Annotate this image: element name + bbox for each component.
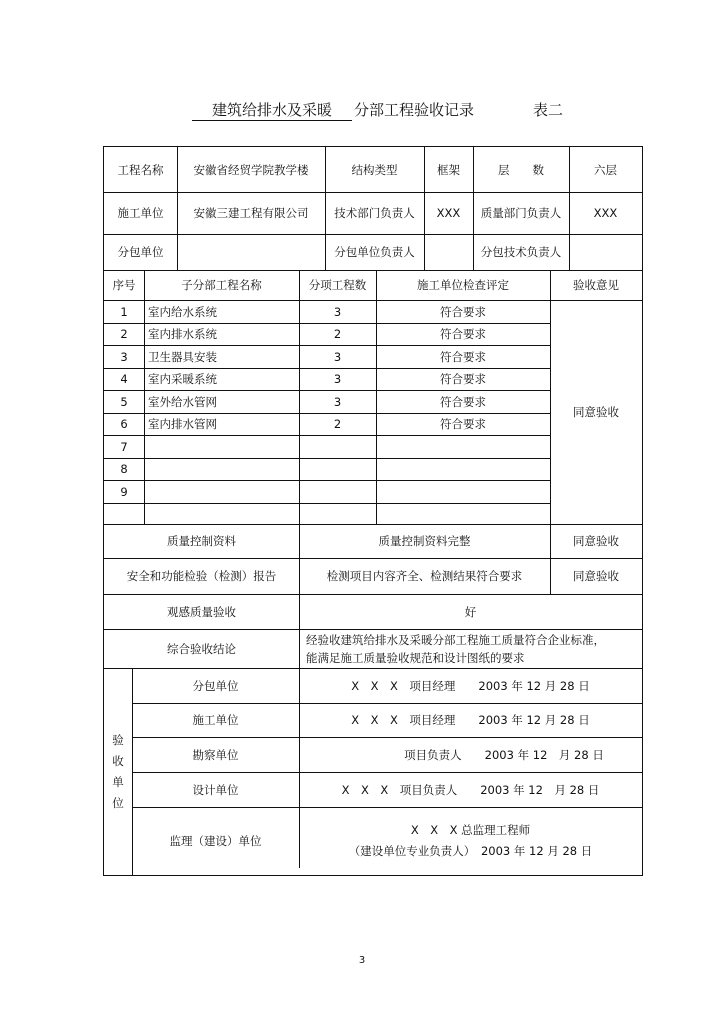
header-no: 序号 bbox=[112, 278, 136, 292]
safety-opinion: 同意验收 bbox=[573, 569, 619, 583]
header-name: 子分部工程名称 bbox=[181, 278, 262, 292]
acceptance-record-table bbox=[103, 146, 643, 876]
row-eval: 符合要求 bbox=[440, 417, 486, 431]
construct-unit-sign: X X X 项目经理 2003 年 12 月 28 日 bbox=[351, 713, 590, 727]
project-name-label: 工程名称 bbox=[117, 162, 164, 177]
survey-unit-sign: 项目负责人 2003 年 12 月 28 日 bbox=[404, 747, 604, 762]
row-no: 1 bbox=[120, 304, 128, 319]
sub-tech-label: 分包技术负责人 bbox=[480, 245, 562, 259]
header-opinion: 验收意见 bbox=[573, 278, 619, 292]
design-unit-sign: X X X 项目负责人 2003 年 12 月 28 日 bbox=[341, 782, 600, 797]
structure-type: 框架 bbox=[437, 162, 460, 177]
supervise-unit-sign bbox=[299, 807, 642, 875]
supervise-unit-label: 监理（建设）单位 bbox=[169, 834, 262, 848]
floors-value: 六层 bbox=[594, 162, 617, 177]
row-no: 4 bbox=[120, 372, 128, 386]
row-eval: 符合要求 bbox=[440, 349, 486, 364]
contractor-label: 施工单位 bbox=[117, 206, 164, 220]
header-eval: 施工单位检查评定 bbox=[417, 278, 509, 292]
row-name: 室内给水系统 bbox=[148, 304, 217, 319]
floors-label: 层 数 bbox=[498, 162, 544, 177]
side-char: 验 bbox=[112, 732, 124, 747]
row-count: 2 bbox=[333, 417, 342, 431]
table-number: 表二 bbox=[533, 101, 564, 119]
supervise-line-1: X X X 总监理工程师 bbox=[410, 823, 531, 837]
row-count: 3 bbox=[333, 304, 342, 319]
conclusion-label: 综合验收结论 bbox=[167, 641, 236, 656]
side-char: 位 bbox=[112, 795, 124, 810]
row-name: 卫生器具安装 bbox=[148, 349, 217, 364]
supervise-line-2: （建设单位专业负责人） 2003 年 12 月 28 日 bbox=[348, 844, 593, 858]
design-unit-label: 设计单位 bbox=[192, 782, 239, 797]
quality-head-label: 质量部门负责人 bbox=[480, 206, 562, 220]
row-eval: 符合要求 bbox=[440, 327, 486, 341]
sub-unit-sign: X X X 项目经理 2003 年 12 月 28 日 bbox=[351, 678, 590, 693]
row-no: 8 bbox=[120, 462, 128, 476]
row-no: 2 bbox=[120, 327, 128, 341]
tech-head: XXX bbox=[436, 206, 461, 220]
tech-head-label: 技术部门负责人 bbox=[334, 206, 415, 220]
title-project: 建筑给排水及采暖 bbox=[192, 100, 352, 121]
conclusion-line-2: 能满足施工质量验收规范和设计图纸的要求 bbox=[306, 650, 525, 665]
quality-label: 质量控制资料 bbox=[167, 534, 236, 548]
row-count: 3 bbox=[333, 394, 342, 409]
side-char: 收 bbox=[112, 753, 124, 768]
row-no: 7 bbox=[120, 439, 128, 454]
row-name: 室内采暖系统 bbox=[148, 372, 217, 386]
acceptance-side-label bbox=[104, 668, 132, 875]
survey-unit-label: 勘察单位 bbox=[192, 747, 239, 762]
row-no: 3 bbox=[120, 349, 128, 364]
row-eval: 符合要求 bbox=[440, 304, 486, 319]
row-name: 室内排水系统 bbox=[148, 327, 217, 341]
row-eval: 符合要求 bbox=[440, 372, 486, 386]
quality-value: 质量控制资料完整 bbox=[378, 534, 471, 548]
construct-unit-label: 施工单位 bbox=[192, 713, 239, 727]
conclusion-text bbox=[306, 629, 642, 668]
row-name: 室内排水管网 bbox=[148, 417, 217, 431]
appearance-label: 观感质量验收 bbox=[167, 604, 236, 619]
quality-head: XXX bbox=[593, 206, 618, 220]
row-no: 5 bbox=[120, 394, 128, 409]
header-count: 分项工程数 bbox=[308, 278, 367, 292]
safety-label: 安全和功能检验（检测）报告 bbox=[126, 569, 277, 583]
row-eval: 符合要求 bbox=[440, 394, 486, 409]
items-opinion: 同意验收 bbox=[573, 405, 619, 419]
row-no: 6 bbox=[120, 417, 128, 431]
structure-label: 结构类型 bbox=[351, 162, 398, 177]
row-count: 2 bbox=[333, 327, 342, 341]
page-number: 3 bbox=[358, 955, 366, 966]
safety-value: 检测项目内容齐全、检测结果符合要求 bbox=[326, 569, 523, 583]
conclusion-line-1: 经验收建筑给排水及采暖分部工程施工质量符合企业标准， bbox=[306, 632, 605, 647]
side-char: 单 bbox=[112, 774, 124, 789]
title-text: 分部工程验收记录 bbox=[354, 101, 475, 119]
contractor: 安徽三建工程有限公司 bbox=[193, 206, 309, 220]
document-title bbox=[0, 100, 724, 122]
row-count: 3 bbox=[333, 372, 342, 386]
quality-opinion: 同意验收 bbox=[573, 534, 619, 548]
sub-head-label: 分包单位负责人 bbox=[334, 245, 415, 259]
sub-label: 分包单位 bbox=[117, 245, 164, 259]
appearance-value: 好 bbox=[464, 604, 477, 619]
row-no: 9 bbox=[120, 484, 128, 499]
sub-unit-label: 分包单位 bbox=[192, 678, 239, 693]
project-name: 安徽省经贸学院教学楼 bbox=[193, 162, 309, 177]
row-name: 室外给水管网 bbox=[148, 394, 217, 409]
row-count: 3 bbox=[333, 349, 342, 364]
